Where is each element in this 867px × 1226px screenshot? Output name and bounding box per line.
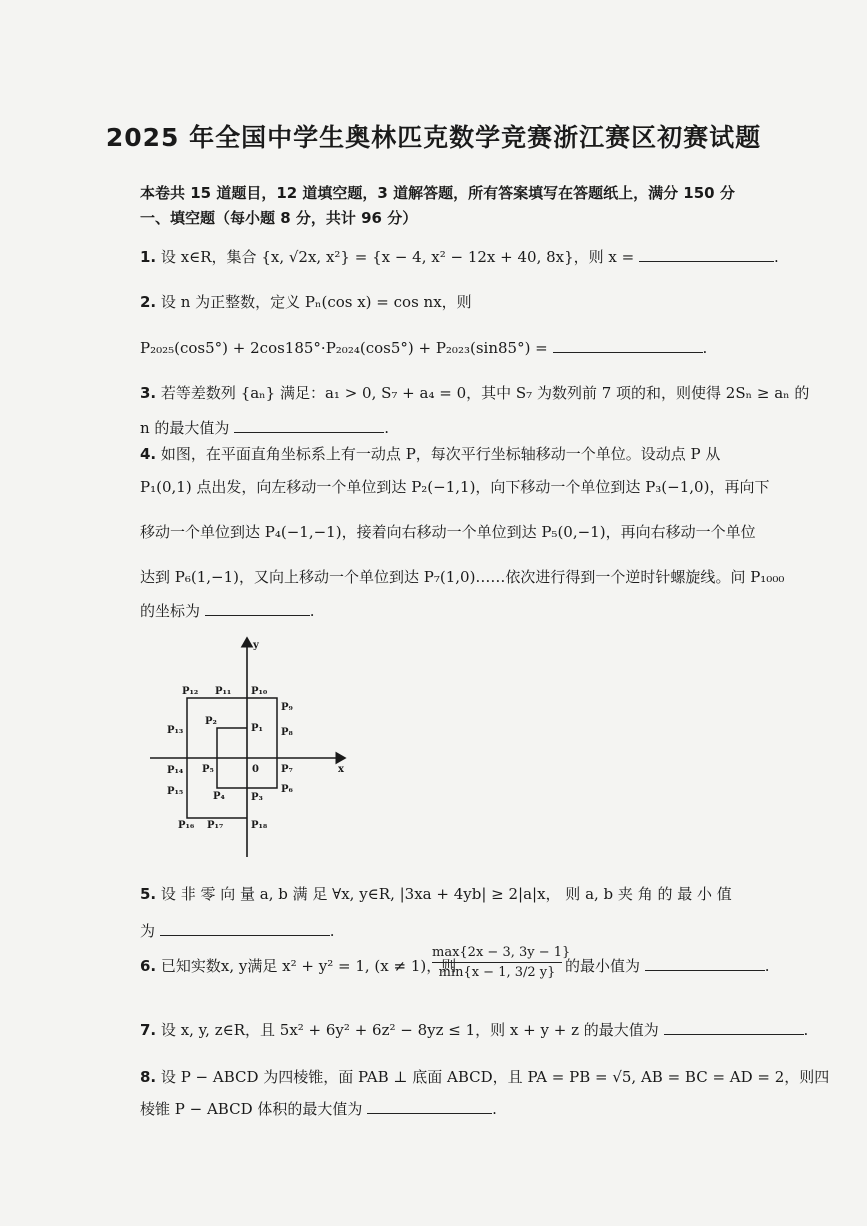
- problem-end: .: [702, 339, 708, 357]
- label-p5: P₅: [202, 764, 214, 775]
- exam-intro: 本卷共 15 道题目，12 道填空题，3 道解答题，所有答案填写在答题纸上，满分 150 分: [140, 184, 735, 202]
- problem-1: [140, 246, 779, 267]
- label-p4: P₄: [213, 791, 225, 802]
- problem-8-line-2: [140, 1098, 497, 1119]
- problem-text: 设 x∈R，集合 {x, √2x, x²} = {x − 4, x² − 12x + 40, 8x}，则 x =: [160, 248, 635, 266]
- label-p1: P₁: [251, 723, 263, 734]
- problem-end: .: [329, 922, 335, 940]
- problem-2-expression: [140, 338, 707, 357]
- problem-number: 6.: [140, 957, 157, 975]
- problem-text: 已知实数x, y满足 x² + y² = 1, (x ≠ 1)，则: [160, 957, 457, 975]
- problem-number: 4.: [140, 445, 157, 463]
- problem-text: 设 n 为正整数，定义 Pₙ(cos x) = cos nx，则: [160, 293, 472, 311]
- problem-end: .: [384, 419, 389, 437]
- label-p12: P₁₂: [182, 686, 199, 697]
- problem-number: 5.: [140, 885, 157, 903]
- problem-end: .: [492, 1100, 497, 1118]
- problem-text: n 的最大值为: [140, 419, 230, 437]
- problem-number: 7.: [140, 1021, 157, 1039]
- problem-text: 设 x, y, z∈R，且 5x² + 6y² + 6z² − 8yz ≤ 1，则 x + y + z 的最大值为: [160, 1021, 659, 1039]
- label-p17: P₁₇: [207, 820, 224, 831]
- answer-blank[interactable]: [205, 601, 310, 616]
- problem-text: 为: [140, 922, 156, 940]
- fraction-numerator: max{2x − 3, 3y − 1}: [432, 945, 562, 963]
- label-p8: P₈: [281, 727, 293, 738]
- answer-blank[interactable]: [234, 418, 384, 433]
- problem-number: 2.: [140, 293, 157, 311]
- label-p18: P₁₈: [251, 820, 268, 831]
- problem-8: [140, 1066, 829, 1087]
- problem-end: .: [309, 602, 315, 620]
- answer-blank[interactable]: [553, 338, 703, 353]
- problem-6: [140, 955, 456, 976]
- problem-number: 1.: [140, 248, 157, 266]
- label-p10: P₁₀: [251, 686, 268, 697]
- origin-label: 0: [252, 764, 259, 775]
- problem-expression: P₂₀₂₅(cos5°) + 2cos185°·P₂₀₂₄(cos5°) + P₂₀₂₃(sin85°) =: [140, 339, 548, 357]
- label-p7: P₇: [281, 764, 293, 775]
- problem-end: .: [774, 248, 779, 266]
- label-p6: P₆: [281, 784, 293, 795]
- spiral-figure: [145, 632, 365, 862]
- problem-number: 8.: [140, 1068, 157, 1086]
- problem-end: .: [764, 957, 770, 975]
- answer-blank[interactable]: [160, 921, 330, 936]
- label-p11: P₁₁: [215, 686, 232, 697]
- problem-text: 的坐标为: [140, 602, 201, 620]
- fraction-denominator: min{x − 1, 3/2 y}: [438, 965, 556, 980]
- answer-blank[interactable]: [367, 1099, 492, 1114]
- problem-end: .: [803, 1021, 809, 1039]
- problem-4: [140, 443, 720, 464]
- x-axis-label: x: [338, 764, 344, 775]
- problem-3-line-2: [140, 417, 389, 438]
- label-p3: P₃: [251, 792, 263, 803]
- problem-6-fraction: [432, 945, 571, 980]
- problem-4-line-3: 移动一个单位到达 P₄(−1,−1)，接着向右移动一个单位到达 P₅(0,−1)，再向右移动一个单位: [140, 523, 756, 541]
- problem-4-line-4: 达到 P₆(1,−1)，又向上移动一个单位到达 P₇(1,0)……依次进行得到一个逆时针螺旋线。问 P₁₀₀₀: [140, 568, 785, 586]
- problem-6-tail: [565, 955, 770, 976]
- problem-5-line-2: [140, 920, 335, 941]
- problem-text: 设 非 零 向 量 a, b 满 足 ∀x, y∈R, |3xa + 4yb| ≥ 2|a|x， 则 a, b 夹 角 的 最 小 值: [160, 885, 732, 903]
- label-p15: P₁₅: [167, 786, 184, 797]
- answer-blank[interactable]: [639, 247, 774, 262]
- problem-text: 若等差数列 {aₙ} 满足：a₁ > 0, S₇ + a₄ = 0，其中 S₇ 为数列前 7 项的和，则使得 2Sₙ ≥ aₙ 的: [160, 384, 810, 402]
- problem-text: 如图，在平面直角坐标系上有一动点 P，每次平行坐标轴移动一个单位。设动点 P 从: [160, 445, 721, 463]
- exam-title: 2025 年全国中学生奥林匹克数学竞赛浙江赛区初赛试题: [105, 123, 762, 152]
- label-p2: P₂: [205, 716, 217, 727]
- section-heading: 一、填空题（每小题 8 分，共计 96 分）: [140, 209, 418, 227]
- label-p14: P₁₄: [167, 765, 184, 776]
- answer-blank[interactable]: [664, 1020, 804, 1035]
- problem-text: 的最小值为: [565, 957, 641, 975]
- y-axis-label: y: [253, 640, 259, 651]
- answer-blank[interactable]: [645, 956, 765, 971]
- problem-7: [140, 1019, 808, 1040]
- label-p9: P₉: [281, 702, 293, 713]
- problem-text: 棱锥 P − ABCD 体积的最大值为: [140, 1100, 363, 1118]
- problem-3: [140, 382, 809, 403]
- problem-4-line-2: P₁(0,1) 点出发，向左移动一个单位到达 P₂(−1,1)，向下移动一个单位到达 P₃(−1,0)，再向下: [140, 478, 770, 496]
- problem-2: [140, 291, 472, 312]
- problem-4-line-5: [140, 600, 315, 621]
- problem-number: 3.: [140, 384, 157, 402]
- label-p16: P₁₆: [178, 820, 195, 831]
- label-p13: P₁₃: [167, 725, 184, 736]
- problem-text: 设 P − ABCD 为四棱锥，面 PAB ⊥ 底面 ABCD，且 PA = PB = √5, AB = BC = AD = 2，则四: [160, 1068, 830, 1086]
- problem-5: [140, 883, 732, 904]
